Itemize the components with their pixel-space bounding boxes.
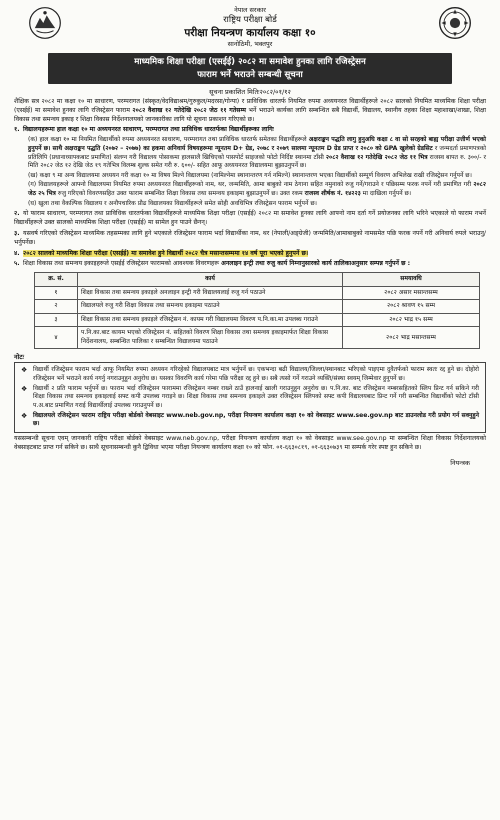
ga-text-3: मा दाखिला गर्नुपर्ने छ। [362, 190, 412, 198]
row-task: प.नि.का.बाट कायम भएको रजिस्ट्रेसन नं. सहितको विवरण शिक्षा विकास तथा समन्वय इकाइमार्फत शिक्षा विकास निर्देशनालय, सम्बन्धित पालिका र सम्बन्धित विद्यालयमा पठाउने [78, 327, 343, 349]
column-header: क्र. सं. [35, 273, 78, 287]
row-serial: ३ [35, 313, 78, 327]
notice-title-banner [48, 53, 452, 84]
ga-bold-1: २०८२ जेठ २५ भित्र [28, 181, 487, 198]
note-item [19, 412, 479, 429]
ga-text-1: (ग) विद्यालयहरूले आफ्नो विद्यालयमा नियमित रुपमा अध्ययनरत विद्यार्थीहरूको नाम, थर, जन्ममिति, आमा बाबुको नाम ठेगाना सहित नमुनाको रुजु गर्ने/गराउने र पछिसम्म फरक नपर्ने गरी प्रमाणित गरी [28, 181, 472, 189]
note-item [19, 385, 479, 411]
section-2-text: यो फाराम साधारण, परम्परागत तथा प्राविधिक धारतर्फका विद्यार्थीहरूले माध्यमिक शिक्षा परीक्षा (एसईई) २०८२ मा समावेश हुनका लागि आफ्नो नाम दर्ता गर्ने प्रयोजनका लागि भरिने भएकाले यो फाराम नभर्ने विद्यार्थीहरूले उक्त सालको माध्यमिक शिक्षा परीक्षा (एसईई) मा सामेल हुन पाउने छैनन्। [14, 210, 486, 227]
section-1-gha: (घ) खुला तथा वैकल्पिक विद्यालय र अनौपचारिक प्रौढ विद्यालयका विद्यार्थीहरूले समेत सोही अवधिभित्र रजिस्ट्रेसन फाराम भर्नुपर्ने छ। [28, 199, 317, 207]
notice-title-line2: फाराम भर्ने भराउने सम्बन्धी सूचना [197, 69, 303, 80]
row-deadline: २०८२ भाद्र १५ सम्म [343, 313, 480, 327]
section-number: ५. [14, 260, 20, 268]
column-header: कार्य [78, 273, 343, 287]
section-number: २. [14, 210, 20, 218]
row-task: विद्यालयले रुजु गरी शिक्षा विकास तथा समन्वय इकाइमा पठाउने [78, 300, 343, 314]
intro-date-range: २०८२ वैशाख १२ गतेदेखि २०८२ जेठ ११ गतेसम्म [132, 106, 246, 114]
section-4 [14, 250, 486, 259]
section-1-heading [14, 126, 486, 135]
row-deadline: २०८२ श्रावण १५ सम्म [343, 300, 480, 314]
ka-bold-1: अक्षराङ्कन पद्धति लागु हुनुअघि कक्षा ८ वा सो सरहको बाह्य परीक्षा उत्तीर्ण भएको हुनुपर्ने छ। साथै अक्षराङ्कन पद्धति (२०७२ – २०७७) का हकमा अनिवार्य विषयहरूमा न्यूनतम D+ ग्रेड, २०७८ र २०७९ सालमा न्यूनतम D ग्रेड प्राप्त र २०८० को GPA खुलेको ग्रेडसिट [28, 136, 487, 152]
note-text-bold: विद्यालयले रजिस्ट्रेसन फाराम राष्ट्रिय परीक्षा बोर्डको वेबसाइट www.neb.gov.np, परीक्षा नियन्त्रण कार्यालय कक्षा १० को वेबसाइट www.see.gov.np बाट डाउनलोड गरी प्रयोग गर्न सक्नुहुने छ। [33, 411, 479, 428]
table-row [35, 300, 480, 314]
signature-title: नियन्त्रक [450, 459, 470, 468]
row-deadline: २०८२ भाद्र मसान्तसम्म [343, 327, 480, 349]
row-task: शिक्षा विकास तथा समन्वय इकाइले अनलाइन इन्ट्री गरी विद्यालयलाई रुजु गर्न पठाउने [78, 286, 343, 300]
bullet-icon: ❖ [21, 411, 28, 420]
schedule-table [34, 272, 480, 349]
section-4-highlight: २०८२ सालको माध्यमिक शिक्षा परीक्षा (एसईई) मा समावेश हुने विद्यार्थी २०८२ चैत्र मसान्तसम्ममा १४ वर्ष पूरा भएको हुनुपर्ने छ। [23, 249, 309, 257]
row-serial: २ [35, 300, 78, 314]
publish-date: सूचना प्रकाशित मितिः२०८२/०१/१२ [209, 88, 291, 97]
section-5 [14, 260, 486, 269]
note-item [19, 366, 479, 383]
footer-paragraph: यससम्बन्धी सूचना एवम् जानकारी राष्ट्रिय परीक्षा बोर्डको वेबसाइट www.neb.gov.np, परीक्षा नियन्त्रण कार्यालय कक्षा १० को वेबसाइट www.see.gov.np मा सम्बन्धित शिक्षा विकास निर्देशनालयको वेबसाइटबाट प्राप्त गर्न सकिने छ। साथै सूचनासम्बन्धी कुनै द्विविधा भएमा परीक्षा नियन्त्रण कार्यालय कक्षा १० को फोन. ०१-६६३०८१९, ०१-६६३०७३९ मा सम्पर्क गरेर स्पष्ट हुन सकिने छ। [14, 434, 486, 451]
intro-text-a: शैक्षिक सत्र २०८२ मा कक्षा १० मा साधारण, परम्परागत (संस्कृत/वेदविद्याश्रम/गुरुकुल/मदरसा/गोन्पा) र प्राविधिक धारतर्फ नियमित रुपमा अध्ययनरत विद्यार्थीहरूले २०८२ सालको नियमित माध्यमिक शिक्षा परीक्षा (एसईई) मा समावेश हुनका लागि रजिस्ट्रेसन फाराम [14, 98, 486, 114]
section-1-ga [28, 181, 486, 198]
column-header: समयावधि [343, 273, 480, 287]
section-5-bold: अनलाइन इन्ट्री तथा रुजु कार्य निम्नानुसारको कार्य तालिकाअनुसार सम्पन्न गर्नुपर्ने छ : [221, 260, 411, 268]
office-name: परीक्षा नियन्त्रण कार्यालय कक्षा १० [184, 27, 316, 40]
section-number: ४. [14, 249, 20, 257]
section-1-ka [28, 136, 486, 171]
office-address: सानोठिमी, भक्तपुर [227, 40, 273, 49]
note-text: विद्यार्थी २ प्रति फाराम भर्नुपर्ने छ। फाराम भर्दा रजिस्ट्रेसन फाराममा रजिस्ट्रेसन नम्बर राख्ने ठाउँ हालनाई खाली गराउनुहुन अनुरोध छ। प.नि.का. बाट रजिस्ट्रेसन नम्बरसहितको स्लिप प्रिन्ट गर्न सकिने गरी शिक्षा विकास तथा समन्वय इकाइलाई सफ्ट कपी उपलब्ध गराइने छ। शिक्षा विकास तथा समन्वय इकाइले उक्त रजिस्ट्रेसन स्लिपको सफ्ट कपी विद्यालयबाट प्रिन्ट गर्ने गरी सम्बन्धित विद्यार्थीको फोटो टाँसी प.अ.बाट प्रमाणित गराई विद्यार्थीलाई उपलब्ध गराउनुपर्ने छ। [33, 384, 479, 409]
section-3-text: यसवर्ष गरिएको रजिस्ट्रेसन माध्यमिक तहसम्मका लागि हुने भएकाले रजिस्ट्रेसन फाराम भर्दा विद्यार्थीका नाम, थर (नेपाली/अङ्ग्रेजी) जन्ममिति/आमाबाबुको नामसमेत पछि फरक नपर्ने गरी अनिवार्य रुपले भराउनु/भर्नुपर्नेछ। [14, 229, 486, 246]
letterhead [14, 6, 486, 49]
section-1-kha: (ख) कक्षा ९ मा अन्य विद्यालयमा अध्ययन गरी कक्षा १० मा विषय मिल्ने विद्यालयमा (नामिल्नेमा स्थानान्तरण गर्न नमिल्ने) स्थानान्तरण भएका विद्यार्थीको सम्पूर्ण विवरण अभिलेख राखी रजिस्ट्रेसन गर्नुपर्ने छ। [28, 171, 472, 179]
table-row [35, 286, 480, 300]
ka-text-2: र जन्मदर्ता प्रमाणपत्रको प्रतिलिपि (प्रधानाध्यापकबाट प्रमाणित) संलग्न गरी विद्यालय पोसाकमा हालसालै खिचिएको पासपोर्ट साइजको फोटो निर्दिष्ट स्थानमा टाँसी [28, 144, 487, 161]
section-number: १. [14, 126, 20, 134]
section-3 [14, 230, 486, 248]
section-1-title: विद्यालयहरूमा हाल कक्षा १० मा अध्ययनरत साधारण, परम्परागत तथा प्राविधिक धारतर्फका विद्यार्थीहरूका लागिः [23, 126, 274, 134]
row-serial: १ [35, 286, 78, 300]
bullet-icon: ❖ [21, 384, 28, 393]
table-row [35, 327, 480, 349]
section-2 [14, 210, 486, 228]
intro-paragraph [14, 98, 486, 124]
intro-text-c: भर्ने भराउने कार्यका लागि सम्बन्धित सबै विद्यार्थी, विद्यालय, स्थानीय तहका शिक्षा महाशाखा/शाखा, शिक्षा विकास तथा समन्वय इकाइ र शिक्षा विकास निर्देशनालयको जानकारीका लागि यो सूचना प्रकाशन गरिएको छ। [14, 106, 487, 123]
ka-bold-2: २०८२ वैशाख १२ गतेदेखि २०८२ जेठ ११ भित्र [325, 153, 428, 161]
note-label: नोटः [14, 353, 24, 362]
board-seal-icon [438, 6, 472, 40]
table-row [35, 313, 480, 327]
board-name: राष्ट्रिय परीक्षा बोर्ड [223, 14, 277, 25]
ga-bold-2: राजस्व शीर्षक नं. १४२२३ [304, 190, 361, 198]
table-header-row [35, 273, 480, 287]
nepal-emblem-icon [28, 6, 62, 40]
section-number: ३. [14, 229, 20, 237]
row-task: शिक्षा विकास तथा समन्वय इकाइले रजिस्ट्रेसन नं. कायम गरी विद्यालयमा विवरण प.नि.का.मा उपलब्ध गराउने [78, 313, 343, 327]
section-5-text: शिक्षा विकास तथा समन्वय इकाइहरूले एसईई रजिस्ट्रेसन फारामको आवश्यक विवरणहरू [23, 260, 220, 268]
notice-title-line1: माध्यमिक शिक्षा परीक्षा (एसईई) २०८२ मा समावेश हुनका लागि रजिस्ट्रेसन [134, 57, 366, 68]
note-text: विद्यार्थी रजिस्ट्रेसन फाराम भर्दा आफू नियमित रुपमा अध्ययन गरिरहेको विद्यालयबाट मात्र भर्नुपर्ने छ। एकभन्दा बढी विद्यालय/जिल्ला/स्थानबाट भरिएको पाइएमा दुवैतर्फको फाराम स्वतः रद्द हुने छ। दोहोरो रजिस्ट्रेसन भर्ने भराउने कार्य नगर्नु नगराउनुहुन अनुरोध छ। यसका विवरणि कार्य गरेमा पछि परीक्षा रद्द हुने छ। सबै त्यसो गर्ने गराउने व्यक्ति/संस्था स्वयम् जिम्मेवार हुनुपर्ने छ। [33, 366, 479, 382]
ka-text-1: (क) हाल कक्षा १० मा नियमित विद्यार्थीको रुपमा अध्ययनरत साधारण, परम्परागत तथा प्राविधिक धारतर्फ समेतका विद्यार्थीहरूले [28, 136, 307, 144]
notes-box [14, 362, 486, 432]
row-deadline: २०८२ असार मसान्तसम्म [343, 286, 480, 300]
govt-name: नेपाल सरकार [234, 6, 266, 14]
ka-text-3: राजस्व बापत रु. ३००/- र मिति २०८२ जेठ १२ देखि जेठ १९ गतेभित्र विलम्ब शुल्क समेत गरी रु. ६००/- सहित आफू अध्ययनरत विद्यालयमा बुझाउनुपर्ने छ। [28, 153, 486, 170]
ga-text-2: रुजु गरिएको विवरणसहित उक्त फाराम सम्बन्धित शिक्षा विकास तथा समन्वय इकाइमा बुझाउनुपर्ने छ। उक्त रकम [57, 190, 303, 198]
bullet-icon: ❖ [21, 366, 28, 375]
row-serial: ४ [35, 327, 78, 349]
